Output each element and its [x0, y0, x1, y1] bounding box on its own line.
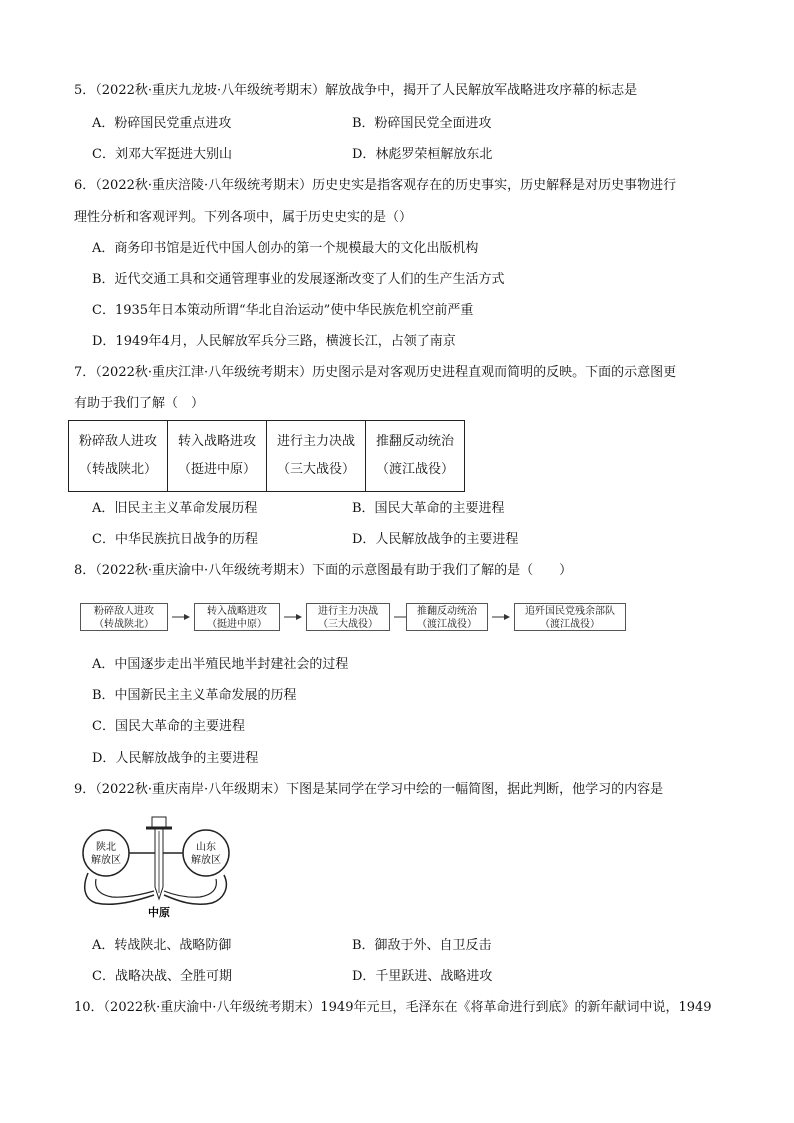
- right-circle: [183, 830, 229, 876]
- right-circle-label-2: 解放区: [191, 855, 221, 866]
- arrow-right-icon: [492, 612, 510, 622]
- flow-box-sub: （挺进中原）: [207, 619, 267, 630]
- left-circle: [83, 830, 129, 876]
- q7-option-a: A．旧民主主义革命发展历程: [92, 501, 258, 516]
- q7-table-cell: [168, 421, 267, 492]
- q9-sketch-figure: [74, 815, 274, 920]
- q5-option-c: C．刘邓大军挺进大别山: [92, 147, 232, 162]
- left-circle-label-2: 解放区: [91, 855, 121, 866]
- flow-box-title: 进行主力决战: [318, 606, 378, 617]
- q6-stem-line1: 6．（2022秋·重庆涪陵·八年级统考期末）历史史实是指客观存在的历史事实，历史解释是对历史事物进行: [74, 178, 677, 193]
- right-arm-inner: [164, 879, 216, 897]
- bottom-label: 中原: [148, 906, 170, 919]
- q5-option-d: D．林彪罗荣桓解放东北: [352, 147, 493, 162]
- q7-process-table: [68, 420, 465, 492]
- q10-stem: 10．（2022秋·重庆渝中·八年级统考期末）1949年元旦，毛泽东在《将革命进行到底》的新年献词中说，1949: [74, 1000, 712, 1015]
- q7-option-b: B．国民大革命的主要进程: [352, 501, 505, 516]
- q5-stem: 5．（2022秋·重庆九龙坡·八年级统考期末）解放战争中，揭开了人民解放军战略进攻序幕的标志是: [74, 83, 638, 98]
- flow-box-sub: （三大战役）: [318, 619, 378, 630]
- q9-stem: 9．（2022秋·重庆南岸·八年级期末）下图是某同学在学习中绘的一幅简图，据此判断，他学习的内容是: [74, 782, 664, 797]
- q7-table-cell: [267, 421, 366, 492]
- flow-box-title: 转入战略进攻: [207, 606, 267, 617]
- flow-box: [80, 603, 168, 631]
- flow-box-title: 推翻反动统治: [417, 606, 477, 617]
- q7-cell-sub: （渡江战役）: [375, 462, 454, 477]
- q7-option-d: D．人民解放战争的主要进程: [352, 532, 519, 547]
- q5-option-a: A．粉碎国民党重点进攻: [92, 116, 232, 131]
- q6-option-b: B．近代交通工具和交通管理事业的发展逐渐改变了人们的生产生活方式: [92, 272, 505, 287]
- flow-box: [306, 603, 390, 631]
- q8-stem: 8．（2022秋·重庆渝中·八年级统考期末）下面的示意图最有助于我们了解的是（ ）: [74, 563, 573, 578]
- q7-table-cell: [366, 421, 465, 492]
- q9-option-d: D．千里跃进、战略进攻: [352, 969, 493, 984]
- q8-option-c: C．国民大革命的主要进程: [92, 719, 245, 734]
- flow-box: [194, 603, 280, 631]
- q5-option-b: B．粉碎国民党全面进攻: [352, 116, 492, 131]
- right-circle-label-1: 山东: [196, 842, 216, 853]
- dagger-handle: [152, 817, 166, 827]
- q6-option-a: A．商务印书馆是近代中国人创办的第一个规模最大的文化出版机构: [92, 241, 479, 256]
- flow-box: [514, 603, 626, 631]
- q7-stem-line2: 有助于我们了解（ ）: [74, 396, 205, 411]
- q9-option-a: A．转战陕北、战略防御: [92, 938, 232, 953]
- right-arm-outline: [164, 875, 226, 904]
- q8-option-b: B．中国新民主主义革命发展的历程: [92, 688, 297, 703]
- left-circle-label-1: 陕北: [96, 842, 116, 853]
- q7-cell-title: 进行主力决战: [276, 434, 355, 449]
- q8-option-a: A．中国逐步走出半殖民地半封建社会的过程: [92, 657, 349, 672]
- q7-cell-sub: （转战陕北）: [78, 462, 157, 477]
- flow-box-title: 粉碎敌人进攻: [94, 606, 154, 617]
- flow-box-sub: （渡江战役）: [417, 619, 477, 630]
- q7-stem-line1: 7．（2022秋·重庆江津·八年级统考期末）历史图示是对客观历史进程直观而简明的反映。下面的示意图更: [74, 365, 677, 380]
- q7-cell-sub: （挺进中原）: [177, 462, 256, 477]
- q7-option-c: C．中华民族抗日战争的历程: [92, 532, 258, 547]
- arrow-right-icon: [284, 612, 302, 622]
- q6-option-d: D．1949年4月，人民解放军兵分三路，横渡长江，占领了南京: [92, 334, 456, 349]
- flow-box-sub: （转战陕北）: [94, 619, 154, 630]
- arrow-right-icon: [172, 612, 190, 622]
- q6-stem-line2: 理性分析和客观评判。下列各项中，属于历史史实的是（）: [74, 210, 413, 225]
- q7-cell-sub: （三大战役）: [276, 462, 355, 477]
- q7-cell-title: 推翻反动统治: [375, 434, 454, 449]
- flow-box-sub: （渡江战役）: [540, 619, 600, 630]
- q7-cell-title: 转入战略进攻: [177, 434, 256, 449]
- q7-table-cell: [69, 421, 168, 492]
- q6-option-c: C．1935年日本策动所谓“华北自治运动”使中华民族危机空前严重: [92, 303, 474, 318]
- flow-box: [406, 603, 488, 631]
- left-arm-outline: [85, 873, 154, 904]
- q9-option-b: B．御敌于外、自卫反击: [352, 938, 492, 953]
- q8-option-d: D．人民解放战争的主要进程: [92, 751, 259, 766]
- q9-option-c: C．战略决战、全胜可期: [92, 969, 232, 984]
- q7-cell-title: 粉碎敌人进攻: [78, 434, 157, 449]
- flow-box-title: 追歼国民党残余部队: [525, 606, 615, 617]
- left-arm-inner: [96, 879, 154, 897]
